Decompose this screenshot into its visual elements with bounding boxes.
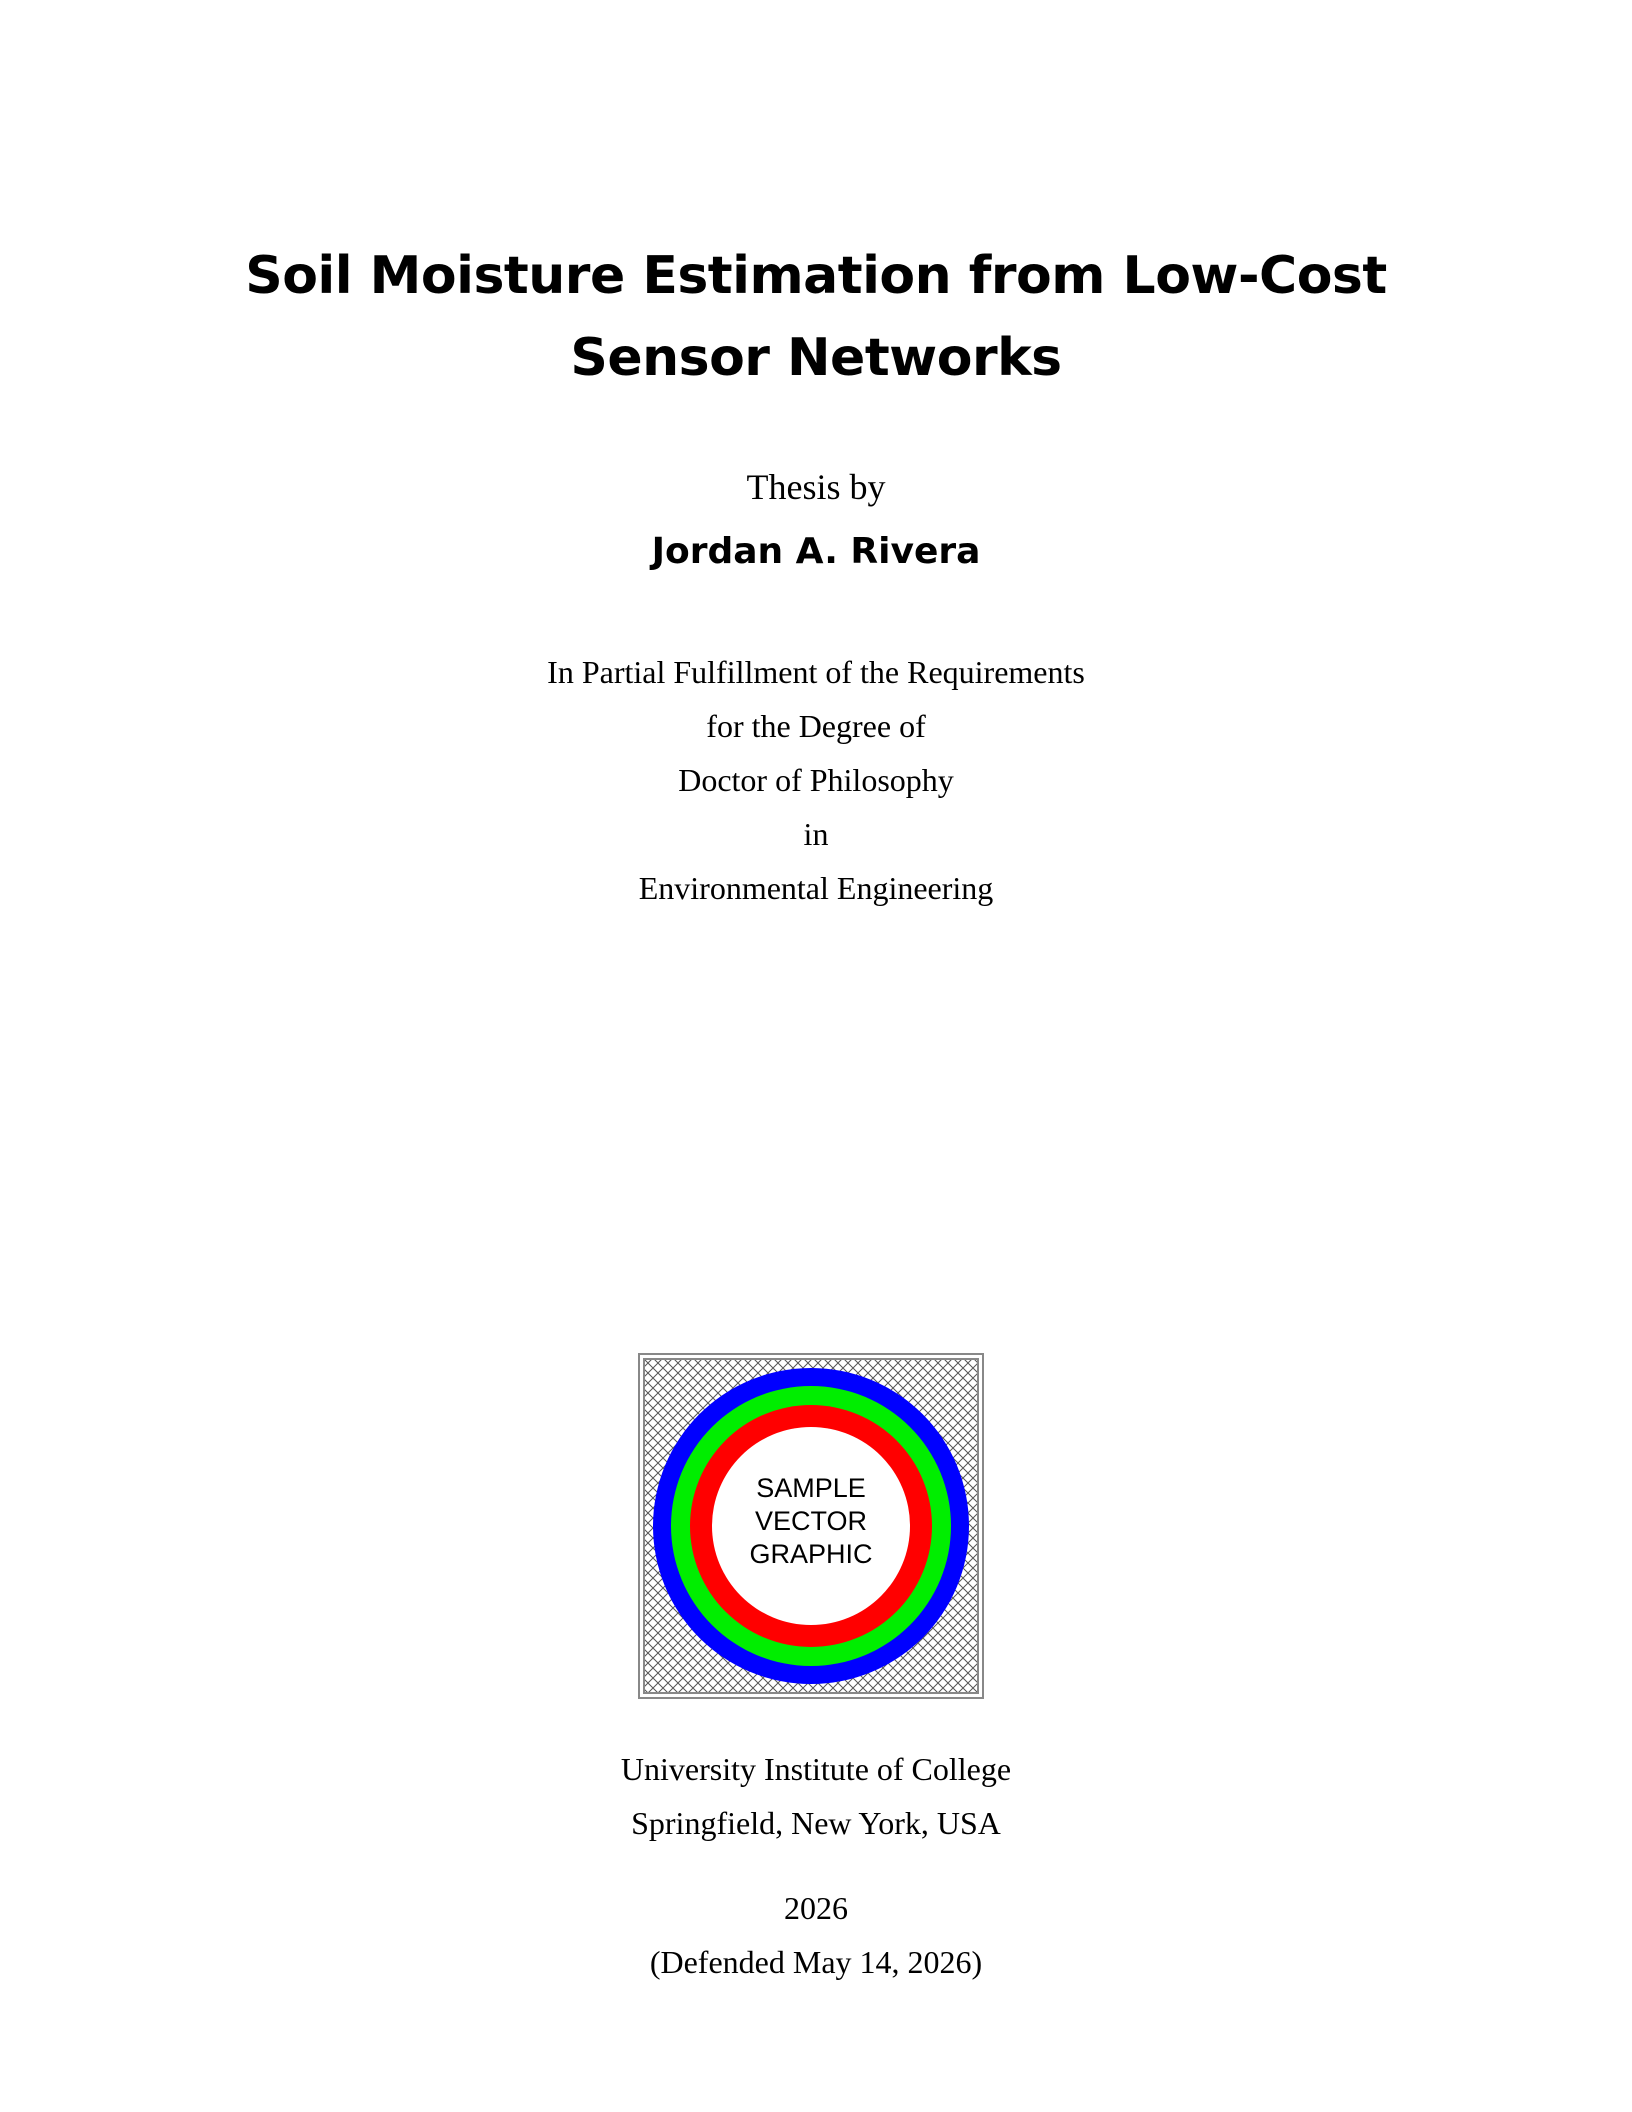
emblem-text-line-3: GRAPHIC <box>749 1539 873 1569</box>
degree-connector: in <box>803 816 829 852</box>
institution-location: Springfield, New York, USA <box>631 1805 1001 1841</box>
institution-name: University Institute of College <box>620 1751 1012 1787</box>
emblem-text-line-2: VECTOR <box>754 1506 868 1536</box>
requirements-line-1: In Partial Fulfillment of the Requirements <box>547 654 1085 690</box>
emblem-text-line-1: SAMPLE <box>756 1473 866 1503</box>
author-name: Jordan A. Rivera <box>651 531 981 572</box>
thesis-by-label: Thesis by <box>746 467 886 507</box>
degree-name: Doctor of Philosophy <box>678 762 954 798</box>
degree-field: Environmental Engineering <box>638 870 994 906</box>
sample-vector-graphic-emblem <box>638 1353 984 1699</box>
requirements-line-2: for the Degree of <box>706 708 926 744</box>
thesis-title-line-2: Sensor Networks <box>570 328 1062 388</box>
thesis-year: 2026 <box>784 1890 848 1926</box>
thesis-title-line-1: Soil Moisture Estimation from Low-Cost <box>245 246 1387 306</box>
defense-date: (Defended May 14, 2026) <box>649 1944 983 1980</box>
